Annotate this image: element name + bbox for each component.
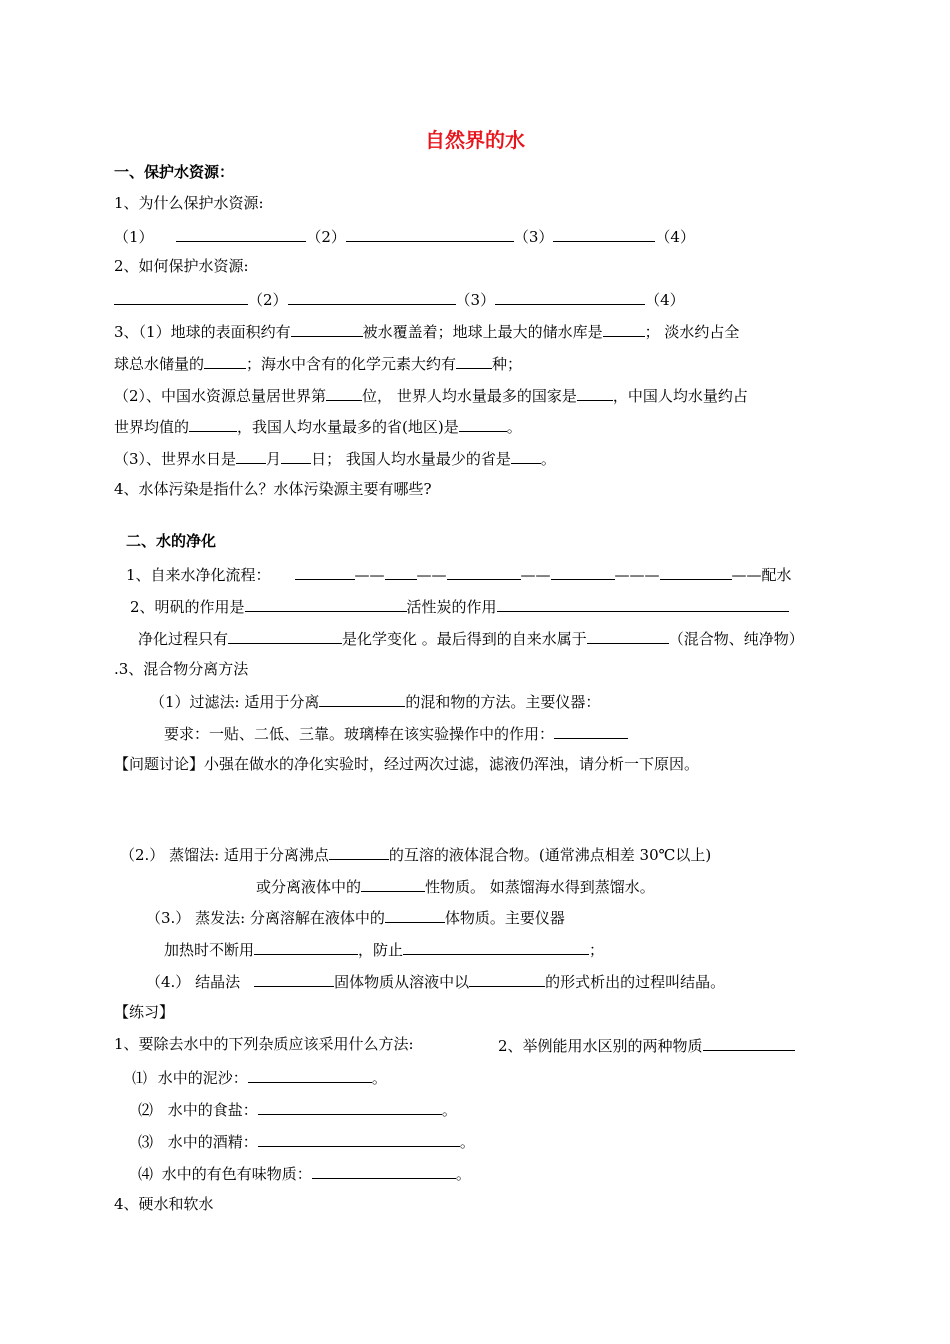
filtration-line: [150, 690, 600, 712]
blank-line[interactable]: [312, 1162, 456, 1179]
distillation-line: [120, 843, 711, 865]
practice-item: [138, 1130, 475, 1152]
blank-line[interactable]: [577, 384, 613, 401]
purification-flow: [126, 563, 792, 585]
alum-carbon-line: [130, 595, 789, 617]
blank-line[interactable]: [469, 970, 545, 987]
text: 种；: [492, 355, 523, 373]
text: 月: [266, 450, 282, 468]
blank-line[interactable]: [258, 1130, 460, 1147]
practice-item: [138, 1098, 457, 1120]
blank-line[interactable]: [258, 1098, 442, 1115]
text: 的互溶的液体混合物。(通常沸点相差 30℃以上): [388, 846, 712, 864]
blank-line[interactable]: [459, 415, 507, 432]
item-number: ⑷: [138, 1165, 154, 1183]
blank-line[interactable]: [587, 627, 669, 644]
blank-line[interactable]: [403, 938, 589, 955]
item-number: ⑵: [138, 1101, 154, 1119]
practice-item: [138, 1162, 471, 1184]
text: 2、明矾的作用是: [130, 598, 245, 616]
text: 2、举例能用水区别的两种物质: [498, 1037, 703, 1055]
text: 是化学变化 。最后得到的自来水属于: [342, 630, 587, 648]
dash: ——: [520, 566, 551, 584]
text: 。: [459, 1133, 475, 1151]
blank-line[interactable]: [456, 352, 492, 369]
text: （混合物、纯净物）: [668, 630, 804, 648]
item-label: （2）: [306, 228, 346, 246]
text: 或分离液体中的: [256, 878, 362, 896]
text: （2.） 蒸馏法: 适用于分离沸点: [120, 846, 329, 864]
filtration-requirements: [164, 722, 628, 744]
text: ；海水中含有的化学元素大约有: [246, 355, 457, 373]
question-3-line2: [114, 352, 522, 374]
text: 1、自来水净化流程：: [126, 566, 271, 584]
text: 净化过程只有: [138, 630, 229, 648]
blank-line[interactable]: [660, 563, 732, 580]
item-label: （4）: [645, 291, 685, 309]
text: 位， 世界人均水量最多的国家是: [362, 387, 577, 405]
text: 。: [506, 418, 522, 436]
text: 世界均值的: [114, 418, 190, 436]
practice-heading: 【练习】: [114, 1003, 175, 1021]
question-3-line5: [114, 447, 556, 469]
blank-line[interactable]: [248, 1066, 372, 1083]
blank-line[interactable]: [319, 690, 405, 707]
chemical-change-line: [138, 627, 804, 649]
item-number: ⑶: [138, 1133, 154, 1151]
text: 。: [455, 1165, 471, 1183]
text: 的混和物的方法。主要仪器：: [405, 693, 601, 711]
blank-line[interactable]: [551, 563, 615, 580]
blank-line[interactable]: [553, 225, 655, 242]
question-4: 4、水体污染是指什么？水体污染源主要有哪些?: [114, 480, 432, 498]
separation-methods-heading: .3、混合物分离方法: [114, 660, 249, 678]
blank-line[interactable]: [329, 843, 389, 860]
practice-item: [132, 1066, 387, 1088]
answer-row-how: [114, 288, 685, 310]
item-text: 水中的有色有味物质：: [161, 1165, 312, 1183]
blank-line[interactable]: [114, 288, 248, 305]
text: 。: [371, 1069, 387, 1087]
text: 体物质。主要仪器: [444, 909, 565, 927]
text: （3.） 蒸发法: 分离溶解在液体中的: [146, 909, 385, 927]
text: 固体物质从溶液中以: [334, 973, 470, 991]
item-text: 水中的酒精：: [167, 1133, 258, 1151]
blank-line[interactable]: [288, 288, 456, 305]
blank-line[interactable]: [291, 320, 363, 337]
question-3-line1: [114, 320, 739, 342]
text: 3、（1）地球的表面积约有: [114, 323, 291, 341]
item-label: （1）: [114, 228, 154, 246]
question-how-protect: 2、如何保护水资源:: [114, 257, 249, 275]
item-label: （3）: [513, 228, 554, 246]
blank-line[interactable]: [176, 225, 306, 242]
text: 球总水储量的: [114, 355, 205, 373]
blank-line[interactable]: [385, 906, 445, 923]
item-text: 水中的食盐：: [167, 1101, 258, 1119]
text: 性物质。 如蒸馏海水得到蒸馏水。: [425, 878, 655, 896]
text: （4.） 结晶法: [146, 973, 241, 991]
blank-line[interactable]: [295, 563, 355, 580]
text: 被水覆盖着；地球上最大的储水库是: [362, 323, 603, 341]
text: ，中国人均水量约占: [612, 387, 748, 405]
text: 的形式析出的过程叫结晶。: [545, 973, 726, 991]
item-number: ⑴: [132, 1069, 148, 1087]
text: （1）过滤法: 适用于分离: [150, 693, 320, 711]
distillation-line-2: [256, 875, 655, 897]
blank-line[interactable]: [228, 627, 342, 644]
practice-question-4: 4、硬水和软水: [114, 1195, 214, 1213]
text: 日； 我国人均水量最少的省是: [311, 450, 511, 468]
text: ，防止: [358, 941, 404, 959]
blank-line[interactable]: [245, 595, 407, 612]
blank-line[interactable]: [281, 447, 311, 464]
blank-line[interactable]: [497, 595, 789, 612]
text: 。: [540, 450, 556, 468]
text: ——配水: [731, 566, 792, 584]
blank-line[interactable]: [703, 1034, 795, 1051]
evaporation-line: [146, 906, 565, 928]
section-heading-purification: 二、水的净化: [126, 532, 217, 550]
blank-line[interactable]: [385, 563, 417, 580]
evaporation-line-2: [164, 938, 604, 960]
blank-line[interactable]: [511, 447, 541, 464]
section-heading-protect-water: 一、保护水资源：: [114, 163, 235, 181]
blank-line[interactable]: [189, 415, 237, 432]
blank-line[interactable]: [447, 563, 521, 580]
text: 。: [441, 1101, 457, 1119]
text: ，我国人均水量最多的省(地区)是: [237, 418, 459, 436]
text: 要求：一贴、二低、三靠。玻璃棒在该实验操作中的作用：: [164, 725, 555, 743]
blank-line[interactable]: [361, 875, 425, 892]
discussion-question: 【问题讨论】小强在做水的净化实验时，经过两次过滤，滤液仍浑浊，请分析一下原因。: [114, 755, 700, 773]
text: （3）、世界水日是: [114, 450, 237, 468]
practice-question-2: [498, 1034, 795, 1056]
blank-line[interactable]: [603, 320, 645, 337]
dash: ——: [354, 566, 385, 584]
blank-line[interactable]: [346, 225, 514, 242]
blank-line[interactable]: [554, 722, 628, 739]
dash: ——: [416, 566, 447, 584]
blank-line[interactable]: [236, 447, 266, 464]
text: （2）、中国水资源总量居世界第: [114, 387, 327, 405]
blank-line[interactable]: [254, 970, 334, 987]
text: 活性炭的作用: [406, 598, 497, 616]
question-3-line3: [114, 384, 748, 406]
dash: ———: [614, 566, 660, 584]
item-label: （3）: [455, 291, 496, 309]
item-label: （4）: [655, 228, 695, 246]
blank-line[interactable]: [254, 938, 358, 955]
question-why-protect: 1、为什么保护水资源:: [114, 194, 264, 212]
text: 加热时不断用: [164, 941, 255, 959]
item-text: 水中的泥沙：: [157, 1069, 248, 1087]
item-label: （2）: [248, 291, 288, 309]
practice-question-1: 1、要除去水中的下列杂质应该采用什么方法:: [114, 1035, 414, 1053]
blank-line[interactable]: [204, 352, 246, 369]
question-3-line4: [114, 415, 522, 437]
crystallization-line: [146, 970, 725, 992]
blank-line[interactable]: [326, 384, 362, 401]
page-title: 自然界的水: [425, 128, 525, 152]
text: ； 淡水约占全: [644, 323, 740, 341]
answer-row-why: [114, 225, 695, 247]
blank-line[interactable]: [495, 288, 645, 305]
text: ；: [589, 941, 605, 959]
